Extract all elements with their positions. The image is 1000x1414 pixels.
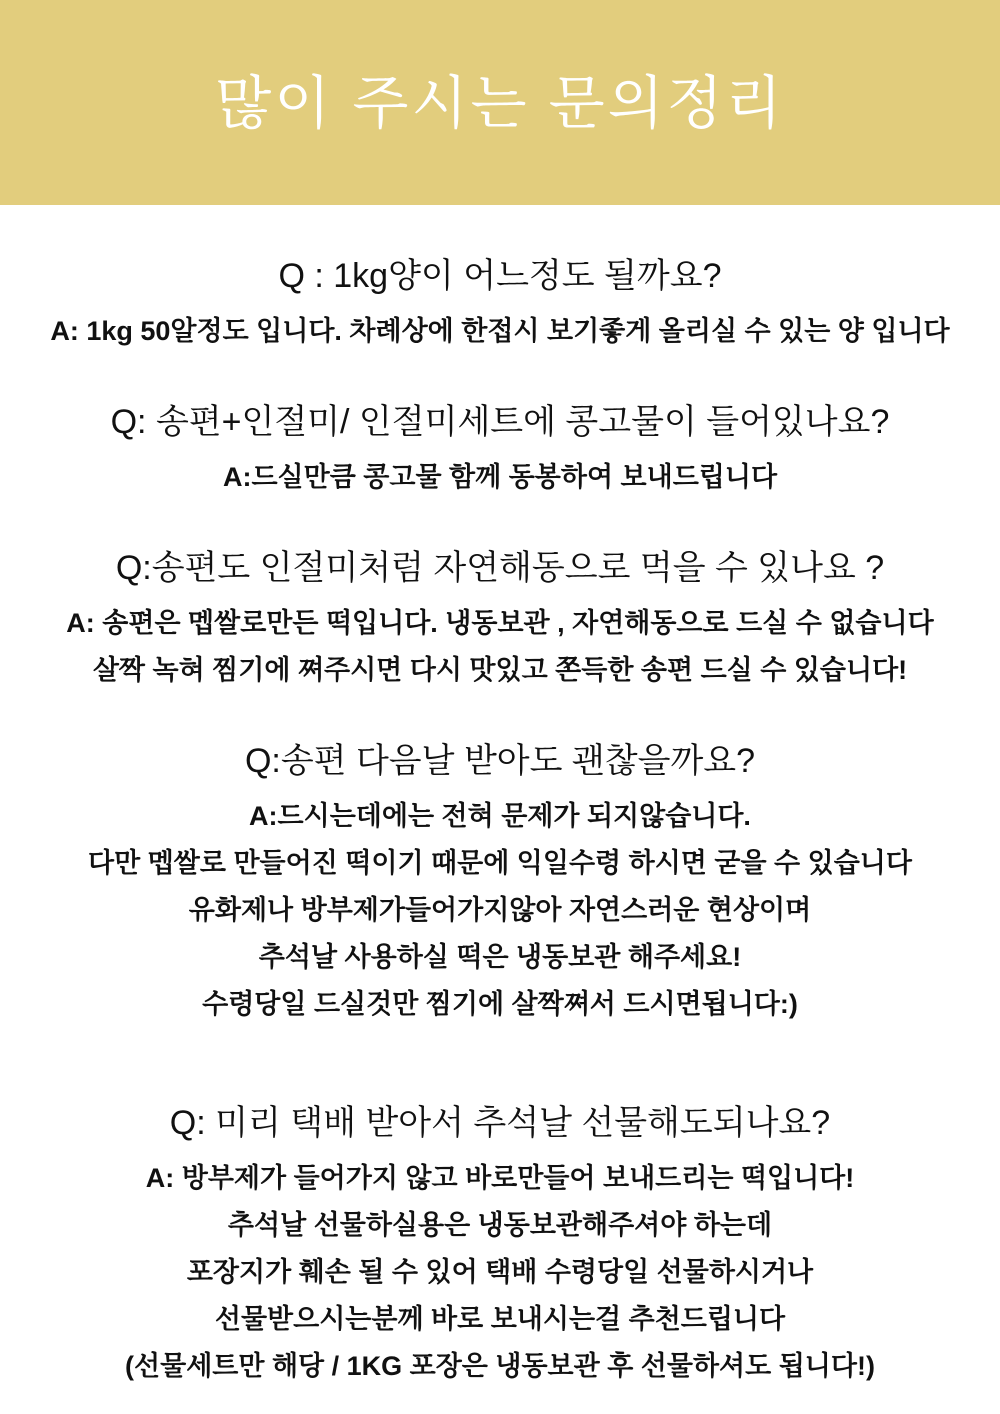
page-title: 많이 주시는 문의정리 bbox=[215, 70, 785, 136]
answer-line: 살짝 녹혀 찜기에 쪄주시면 다시 맛있고 쫀득한 송편 드실 수 있습니다! bbox=[92, 655, 908, 685]
answer-line: A: 1kg 50알정도 입니다. 차례상에 한접시 보기좋게 올리실 수 있는 양 입니다 bbox=[50, 316, 950, 346]
answer-line: A:드실만큼 콩고물 함께 동봉하여 보내드립니다 bbox=[222, 462, 778, 492]
qa-section-2 bbox=[0, 397, 1000, 501]
question-text: Q : 1kg양이 어느정도 될까요? bbox=[278, 257, 722, 295]
question-text: Q: 송편+인절미/ 인절미세트에 콩고물이 들어있나요? bbox=[110, 403, 890, 441]
answer-line: A: 방부제가 들어가지 않고 바로만들어 보내드리는 떡입니다! bbox=[145, 1163, 855, 1193]
answer-line: A:드시는데에는 전혀 문제가 되지않습니다. bbox=[249, 801, 751, 831]
answer-line: 추석날 선물하실용은 냉동보관해주셔야 하는데 bbox=[227, 1210, 773, 1240]
answer-line: 포장지가 훼손 될 수 있어 택배 수령당일 선물하시거나 bbox=[186, 1257, 814, 1287]
answer-line: 선물받으시는분께 바로 보내시는걸 추천드립니다 bbox=[214, 1304, 786, 1334]
answer-line: 유화제나 방부제가들어가지않아 자연스러운 현상이며 bbox=[188, 895, 812, 925]
answer-line: 수령당일 드실것만 찜기에 살짝쪄서 드시면됩니다:) bbox=[202, 989, 798, 1019]
answer-line: 추석날 사용하실 떡은 냉동보관 해주세요! bbox=[258, 942, 742, 972]
question-text: Q: 미리 택배 받아서 추석날 선물해도되나요? bbox=[169, 1104, 831, 1142]
question-text: Q:송편도 인절미처럼 자연해동으로 먹을 수 있나요 ? bbox=[115, 549, 885, 587]
qa-section-1 bbox=[0, 251, 1000, 355]
answer-line: A: 송편은 멥쌀로만든 떡입니다. 냉동보관 , 자연해동으로 드실 수 없습니다 bbox=[66, 608, 934, 638]
faq-list bbox=[0, 205, 1000, 1390]
header-banner bbox=[0, 0, 1000, 205]
question-text: Q:송편 다음날 받아도 괜찮을까요? bbox=[244, 742, 756, 780]
answer-line: (선물세트만 해당 / 1KG 포장은 냉동보관 후 선물하셔도 됩니다!) bbox=[125, 1351, 875, 1381]
qa-section-5 bbox=[0, 1098, 1000, 1390]
qa-section-3 bbox=[0, 543, 1000, 694]
answer-line: 다만 멥쌀로 만들어진 떡이기 때문에 익일수령 하시면 굳을 수 있습니다 bbox=[88, 848, 912, 878]
qa-section-4 bbox=[0, 736, 1000, 1028]
